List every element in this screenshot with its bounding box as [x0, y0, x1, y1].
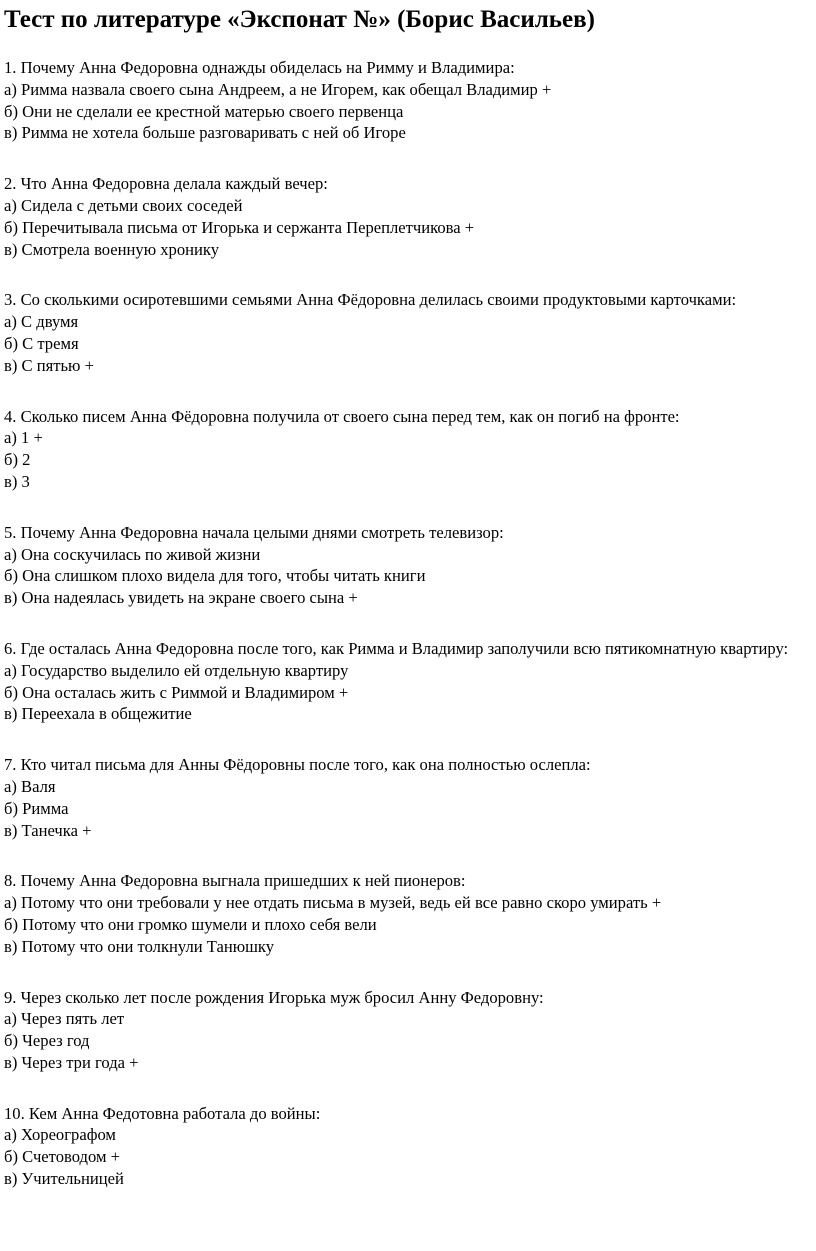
answer-option-b: б) Они не сделали ее крестной матерью своего первенца: [4, 101, 404, 121]
question-9: [4, 987, 812, 1074]
answer-option-c: в) Танечка +: [4, 820, 92, 840]
question-8: [4, 870, 812, 957]
answer-option-c: в) Римма не хотела больше разговаривать с ней об Игоре: [4, 123, 406, 143]
answer-option-c: в) 3: [4, 471, 30, 491]
answer-option-c: в) Смотрела военную хронику: [4, 239, 220, 259]
question-text: 5. Почему Анна Федоровна начала целыми днями смотреть телевизор:: [4, 522, 504, 542]
question-5: [4, 522, 812, 609]
question-3: [4, 289, 812, 376]
question-text: 8. Почему Анна Федоровна выгнала пришедших к ней пионеров:: [4, 871, 466, 891]
answer-option-c: в) Через три года +: [4, 1052, 139, 1072]
answer-option-c: в) Переехала в общежитие: [4, 704, 192, 724]
answer-option-a: а) Хореографом: [4, 1125, 116, 1145]
answer-option-b: б) Она осталась жить с Риммой и Владимиром +: [4, 682, 349, 702]
answer-option-a: а) Государство выделило ей отдельную квартиру: [4, 660, 349, 680]
answer-option-c: в) Потому что они толкнули Танюшку: [4, 936, 275, 956]
question-text: 10. Кем Анна Федотовна работала до войны:: [4, 1103, 321, 1123]
question-7: [4, 754, 812, 841]
question-text: 2. Что Анна Федоровна делала каждый вечер:: [4, 174, 328, 194]
answer-option-b: б) Счетоводом +: [4, 1147, 120, 1167]
answer-option-b: б) Она слишком плохо видела для того, чтобы читать книги: [4, 566, 426, 586]
answer-option-b: б) Перечитывала письма от Игорька и сержанта Переплетчикова +: [4, 217, 475, 237]
answer-option-a: а) Через пять лет: [4, 1009, 125, 1029]
question-1: [4, 57, 812, 144]
answer-option-a: а) Римма назвала своего сына Андреем, а не Игорем, как обещал Владимир +: [4, 79, 552, 99]
answer-option-a: а) Сидела с детьми своих соседей: [4, 195, 243, 215]
question-text: 4. Сколько писем Анна Фёдоровна получила от своего сына перед тем, как он погиб на фронте:: [4, 406, 680, 426]
answer-option-b: б) Римма: [4, 798, 69, 818]
answer-option-b: б) Через год: [4, 1031, 90, 1051]
question-text: 9. Через сколько лет после рождения Игорька муж бросил Анну Федоровну:: [4, 987, 544, 1007]
answer-option-c: в) Она надеялась увидеть на экране своего сына +: [4, 588, 358, 608]
question-2: [4, 173, 812, 260]
question-list: [4, 57, 812, 1219]
question-text: 6. Где осталась Анна Федоровна после того, как Римма и Владимир заполучили всю пятикомнатную квартиру:: [4, 638, 789, 658]
answer-option-a: а) С двумя: [4, 312, 79, 332]
answer-option-a: а) Она соскучилась по живой жизни: [4, 544, 261, 564]
question-6: [4, 638, 812, 725]
answer-option-c: в) Учительницей: [4, 1169, 124, 1189]
answer-option-b: б) 2: [4, 450, 31, 470]
answer-option-b: б) Потому что они громко шумели и плохо себя вели: [4, 914, 377, 934]
question-text: 3. Со сколькими осиротевшими семьями Анна Фёдоровна делилась своими продуктовыми карточками:: [4, 290, 737, 310]
question-4: [4, 406, 812, 493]
answer-option-a: а) Потому что они требовали у нее отдать письма в музей, ведь ей все равно скоро умирать +: [4, 893, 662, 913]
answer-option-b: б) С тремя: [4, 333, 79, 353]
document-title: Тест по литературе «Экспонат №» (Борис Васильев): [4, 6, 595, 33]
question-text: 7. Кто читал письма для Анны Фёдоровны после того, как она полностью ослепла:: [4, 755, 591, 775]
answer-option-c: в) С пятью +: [4, 355, 94, 375]
question-10: [4, 1103, 812, 1190]
question-text: 1. Почему Анна Федоровна однажды обиделась на Римму и Владимира:: [4, 58, 515, 77]
answer-option-a: а) 1 +: [4, 428, 43, 448]
answer-option-a: а) Валя: [4, 776, 56, 796]
